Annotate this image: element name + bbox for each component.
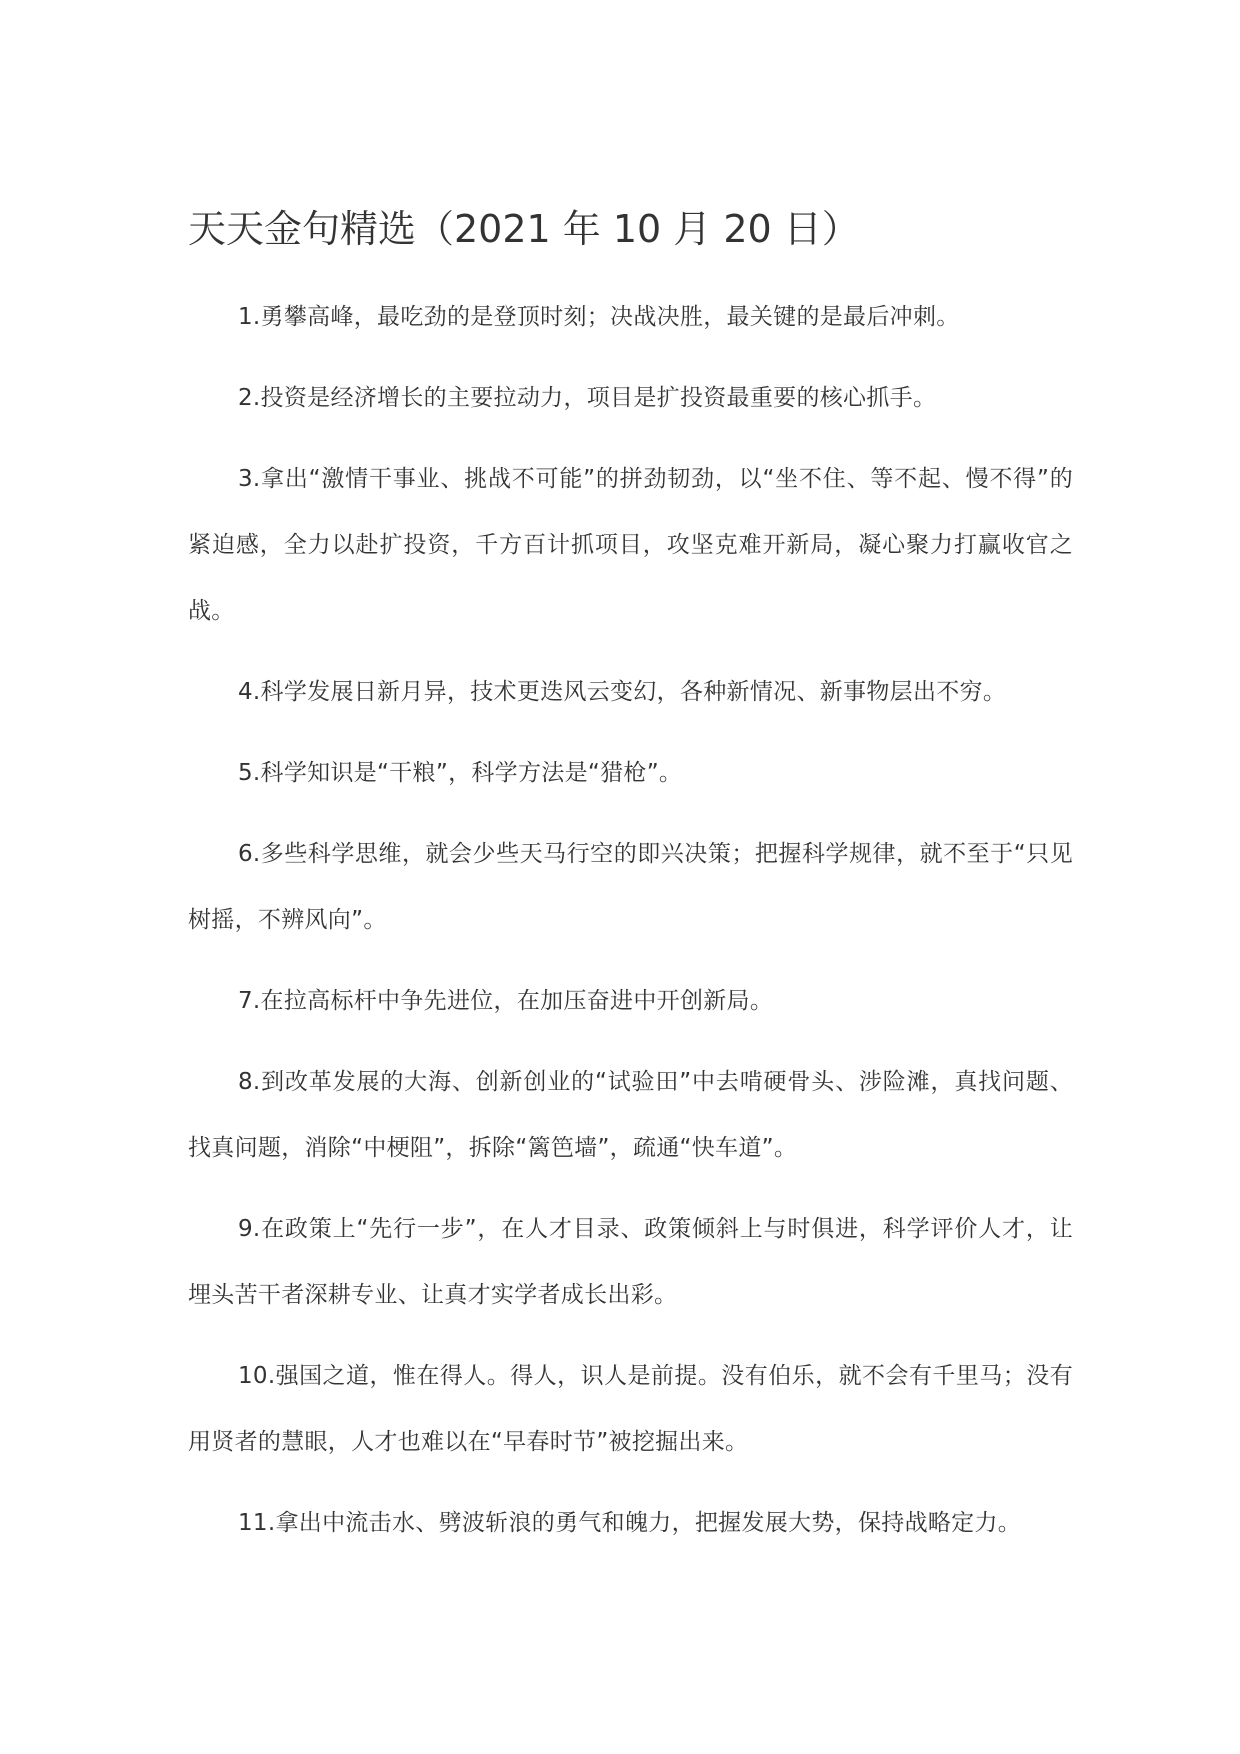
- quote-item: 1.勇攀高峰，最吃劲的是登顶时刻；决战决胜，最关键的是最后冲刺。: [238, 304, 960, 330]
- document-title: 天天金句精选（2021 年 10 月 20 日）: [188, 207, 860, 251]
- quote-item: 9.在政策上“先行一步”，在人才目录、政策倾斜上与时俱进，科学评价人才，让埋头苦干者深耕专业、让真才实学者成长出彩。: [188, 1216, 1073, 1308]
- quote-item: 8.到改革发展的大海、创新创业的“试验田”中去啃硬骨头、涉险滩，真找问题、找真问题，消除“中梗阻”，拆除“篱笆墙”，疏通“快车道”。: [188, 1069, 1073, 1161]
- quote-item: 5.科学知识是“干粮”，科学方法是“猎枪”。: [238, 760, 683, 786]
- quote-item: 3.拿出“激情干事业、挑战不可能”的拼劲韧劲，以“坐不住、等不起、慢不得”的紧迫感，全力以赴扩投资，千方百计抓项目，攻坚克难开新局，凝心聚力打赢收官之战。: [188, 466, 1073, 624]
- quote-item: 4.科学发展日新月异，技术更迭风云变幻，各种新情况、新事物层出不穷。: [238, 679, 1007, 705]
- quote-item: 2.投资是经济增长的主要拉动力，项目是扩投资最重要的核心抓手。: [238, 385, 937, 411]
- quote-item: 11.拿出中流击水、劈波斩浪的勇气和魄力，把握发展大势，保持战略定力。: [238, 1510, 1022, 1536]
- quote-item: 7.在拉高标杆中争先进位，在加压奋进中开创新局。: [238, 988, 774, 1014]
- quote-item: 10.强国之道，惟在得人。得人，识人是前提。没有伯乐，就不会有千里马；没有用贤者的慧眼，人才也难以在“早春时节”被挖掘出来。: [188, 1363, 1073, 1455]
- quote-item: 6.多些科学思维，就会少些天马行空的即兴决策；把握科学规律，就不至于“只见树摇，不辨风向”。: [188, 841, 1073, 933]
- quote-list: [188, 284, 1073, 1571]
